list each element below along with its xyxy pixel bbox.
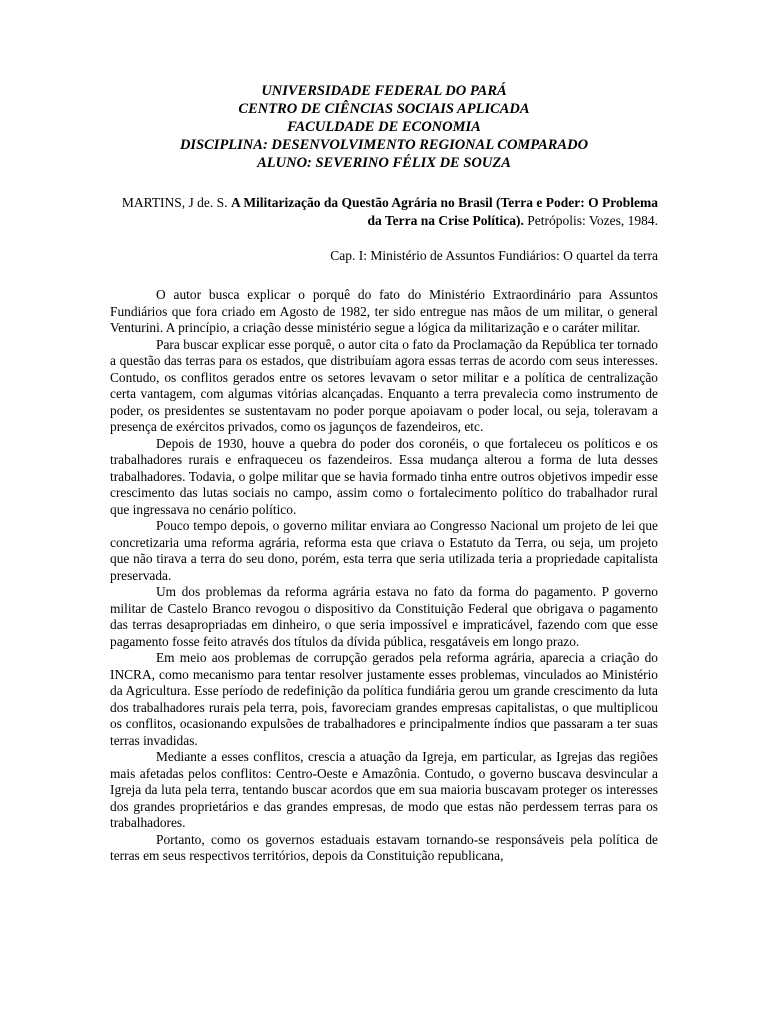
body-paragraph: Pouco tempo depois, o governo militar enviara ao Congresso Nacional um projeto de lei que concretizaria uma reforma agrária, reforma esta que criava o Estatuto da Terra, ou seja, um projeto que não tirava a terra do seu dono, porém, esta terra que seria utilizada teria a propriedade capitalista preservada. (110, 518, 658, 583)
header-student: ALUNO: SEVERINO FÉLIX DE SOUZA (257, 155, 511, 171)
body-paragraph: Mediante a esses conflitos, crescia a atuação da Igreja, em particular, as Igrejas das regiões mais afetadas pelos conflitos: Centro-Oeste e Amazônia. Contudo, o governo buscava desvincular a Igreja da luta pela terra, tentando buscar acordos que em sua maioria buscavam proteger os interesses dos grandes proprietários e das grandes empresas, de modo que estas não perdessem terras para os trabalhadores. (110, 749, 658, 830)
body-paragraph: Em meio aos problemas de corrupção gerados pela reforma agrária, aparecia a criação do INCRA, como mecanismo para tentar resolver justamente esses problemas, vinculados ao Ministério da Agricultura. Esse período de redefinição da política fundiária gerou um grande crescimento da luta dos trabalhadores rurais pela terra, pois, favoreciam grandes empresas capitalistas, o que multiplicou os conflitos, ocasionando expulsões de trabalhadores e principalmente índios que passaram a ter suas terras invadidas. (110, 650, 658, 748)
header-faculty: FACULDADE DE ECONOMIA (287, 119, 481, 135)
document-body (110, 287, 658, 865)
body-paragraph: Portanto, como os governos estaduais estavam tornando-se responsáveis pela política de terras em seus respectivos territórios, depois da Constituição republicana, (110, 831, 658, 863)
document-header (110, 82, 658, 172)
citation-author: MARTINS, J de. S. (121, 195, 228, 210)
body-paragraph: Um dos problemas da reforma agrária estava no fato da forma do pagamento. P governo militar de Castelo Branco revogou o dispositivo da Constituição Federal que obrigava o pagamento das terras desapropriadas em dinheiro, o que seria impossível e impraticável, fazendo com que esse pagamento fosse feito através dos títulos da dívida pública, resgatáveis em longo prazo. (110, 584, 658, 649)
header-university: UNIVERSIDADE FEDERAL DO PARÁ (261, 83, 507, 99)
citation-publisher: Petrópolis: Vozes, 1984. (527, 213, 658, 228)
citation-title: A Militarização da Questão Agrária no Brasil (Terra e Poder: O Problema da Terra na Crise Política). (230, 195, 658, 228)
body-paragraph: Depois de 1930, houve a quebra do poder dos coronéis, o que fortaleceu os políticos e os trabalhadores rurais e enfraqueceu os fazendeiros. Essa mudança alterou a forma de luta desses trabalhadores. Todavia, o golpe militar que se havia formado tinha entre outros objetivos impedir esse crescimento das lutas sociais no campo, assim como o fortalecimento político do trabalhador rural que ingressava no cenário político. (110, 435, 658, 517)
body-paragraph: Para buscar explicar esse porquê, o autor cita o fato da Proclamação da República ter tornado a questão das terras para os estados, que distribuíam agora essas terras de acordo com seus interesses. Contudo, os conflitos gerados entre os setores levavam o setor militar e a política de centralização certa vantagem, com algumas vitórias alcançadas. Enquanto a terra prevalecia como instrumento de poder, os presidentes se sustentavam no poder porque apoiavam o poder local, ou seja, toleravam a presença de exércitos privados, como os jagunços de fazendeiros, etc. (110, 336, 658, 434)
header-center: CENTRO DE CIÊNCIAS SOCIAIS APLICADA (238, 101, 530, 117)
header-discipline: DISCIPLINA: DESENVOLVIMENTO REGIONAL COMPARADO (179, 137, 589, 153)
chapter-heading: Cap. I: Ministério de Assuntos Fundiários: O quartel da terra (330, 248, 658, 263)
body-paragraph: O autor busca explicar o porquê do fato do Ministério Extraordinário para Assuntos Fundiários que fora criado em Agosto de 1982, ter sido entregue nas mãos de um militar, o general Venturini. A princípio, a criação desse ministério segue a lógica da militarização e o caráter militar. (110, 287, 658, 335)
bibliographic-citation (110, 194, 658, 230)
